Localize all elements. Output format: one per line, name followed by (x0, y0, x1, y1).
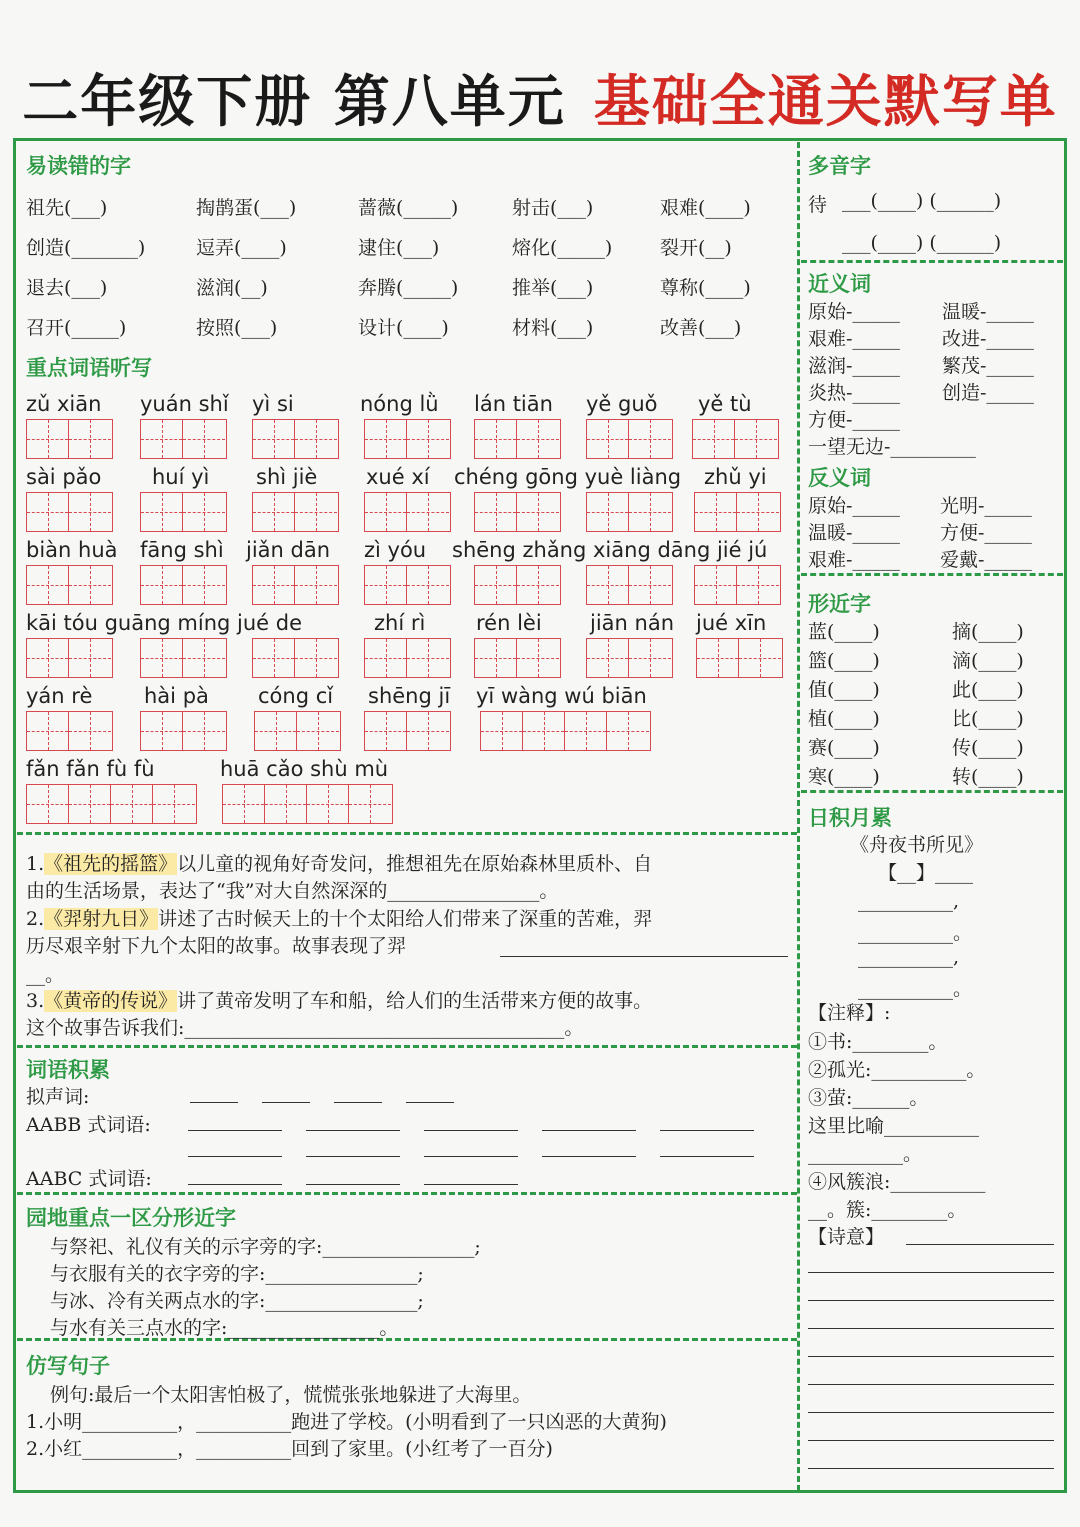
yidu-item[interactable]: 退去(___) (26, 277, 108, 299)
tianzige-cell[interactable] (517, 566, 559, 604)
tianzige-cell[interactable] (349, 785, 391, 823)
yidu-item[interactable]: 逮住(___) (358, 237, 440, 259)
duoyin-blank-1[interactable]: ___(____) (______) (842, 190, 1002, 212)
tianzige-grid[interactable] (474, 638, 561, 678)
jinyi-item[interactable]: 方便-_____ (808, 409, 900, 431)
tianzige-cell[interactable] (295, 566, 337, 604)
yidu-item[interactable]: 裂开(__) (660, 237, 732, 259)
tianzige-cell[interactable] (737, 493, 779, 531)
tianzige-cell[interactable] (365, 566, 407, 604)
xingjin-item[interactable]: 寒(____) (808, 766, 880, 788)
answer-line[interactable] (808, 1440, 1054, 1441)
tianzige-cell[interactable] (587, 493, 629, 531)
answer-line[interactable] (660, 1156, 754, 1157)
tianzige-cell[interactable] (407, 712, 449, 750)
tianzige-grid[interactable] (252, 638, 339, 678)
pinyin-label: fǎn fǎn fù fù (26, 757, 155, 781)
tianzige-grid[interactable] (694, 565, 781, 605)
answer-line[interactable] (188, 1156, 282, 1157)
tianzige-cell[interactable] (737, 566, 779, 604)
jinyi-item[interactable]: 原始-_____ (808, 301, 900, 323)
section-title-fanyi: 反义词 (808, 466, 871, 490)
pinyin-label: yě tù (698, 392, 752, 416)
tianzige-cell[interactable] (253, 420, 295, 458)
fanyi-item[interactable]: 原始-_____ (808, 495, 900, 517)
divider (801, 790, 1063, 793)
reading-item-2-end: __。 (26, 964, 65, 986)
tianzige-cell[interactable] (629, 493, 671, 531)
xingjin-item[interactable]: 赛(____) (808, 737, 880, 759)
tianzige-cell[interactable] (523, 712, 565, 750)
section-title-tingxie: 重点词语听写 (26, 356, 152, 380)
tianzige-cell[interactable] (295, 493, 337, 531)
xingjin-item[interactable]: 植(____) (808, 708, 880, 730)
answer-line[interactable] (542, 1156, 636, 1157)
yidu-item[interactable]: 推举(___) (512, 277, 594, 299)
yuandi-item: 与水有关三点水的字:________________。 (50, 1317, 399, 1339)
duoyin-char: 待 (808, 194, 828, 216)
jinyi-item[interactable]: 繁茂-_____ (942, 355, 1034, 377)
pinyin-label: yì si (252, 392, 294, 416)
poem-title: 《舟夜书所见》 (850, 834, 984, 856)
reading-item-2: 2.《羿射九日》讲述了古时候天上的十个太阳给人们带来了深重的苦难，羿 (26, 908, 653, 930)
tianzige-grid[interactable] (252, 492, 339, 532)
divider (17, 1045, 797, 1048)
tianzige-grid[interactable] (254, 711, 341, 751)
worksheet-title (0, 58, 1080, 138)
title-main: 基础全通关默写单 (593, 70, 1058, 135)
tianzige-grid[interactable] (252, 419, 339, 459)
fangxie-sentence-1: 1.小明__________，__________跑进了学校。(小明看到了一只凶恶的大黄狗) (26, 1411, 667, 1433)
tianzige-grid[interactable] (222, 784, 393, 824)
tianzige-cell[interactable] (253, 493, 295, 531)
answer-line[interactable] (188, 1130, 282, 1131)
pinyin-label: yě guǒ (586, 392, 658, 416)
tianzige-cell[interactable] (183, 420, 225, 458)
xingjin-item[interactable]: 滴(____) (952, 650, 1024, 672)
tianzige-cell[interactable] (27, 639, 69, 677)
answer-line[interactable] (808, 1328, 1054, 1329)
tianzige-cell[interactable] (587, 420, 629, 458)
answer-line[interactable] (808, 1272, 1054, 1273)
tianzige-cell[interactable] (69, 493, 111, 531)
section-title-rijilei: 日积月累 (808, 806, 892, 830)
answer-line[interactable] (306, 1184, 400, 1185)
poem-line[interactable]: __________。 (858, 978, 973, 1000)
yidu-item[interactable]: 按照(___) (196, 317, 278, 339)
poem-note[interactable]: ②孤光:__________。 (808, 1059, 986, 1081)
tianzige-grid[interactable] (364, 492, 451, 532)
tianzige-cell[interactable] (69, 639, 111, 677)
tianzige-cell[interactable] (27, 785, 69, 823)
tianzige-cell[interactable] (69, 566, 111, 604)
fangxie-sentence-2: 2.小红__________，__________回到了家里。(小红考了一百分) (26, 1438, 553, 1460)
poem-author[interactable]: 【__】____ (878, 862, 974, 884)
yidu-item[interactable]: 滋润(__) (196, 277, 268, 299)
divider (17, 832, 797, 835)
tianzige-cell[interactable] (111, 785, 153, 823)
poem-line[interactable]: __________, (858, 890, 960, 912)
answer-line[interactable] (424, 1184, 518, 1185)
tianzige-cell[interactable] (183, 566, 225, 604)
pinyin-label: nóng lǜ (360, 392, 439, 416)
pinyin-label: shēng zhǎng xiāng dāng jié jú (452, 538, 768, 562)
tianzige-cell[interactable] (629, 639, 671, 677)
tianzige-cell[interactable] (697, 639, 739, 677)
divider (801, 573, 1063, 576)
tianzige-cell[interactable] (587, 639, 629, 677)
answer-line[interactable] (188, 1184, 282, 1185)
tianzige-grid[interactable] (26, 419, 113, 459)
yidu-item[interactable]: 创造(_______) (26, 237, 146, 259)
yidu-item[interactable]: 尊称(____) (660, 277, 751, 299)
nisheng-label: 拟声词: (26, 1086, 90, 1108)
tianzige-cell[interactable] (693, 420, 735, 458)
reading-item-3-cont: 这个故事告诉我们:________________________________________。 (26, 1017, 584, 1039)
section-title-ciyu: 词语积累 (26, 1058, 110, 1082)
pinyin-label: kāi tóu guāng míng jué de (26, 611, 303, 635)
tianzige-grid[interactable] (586, 565, 673, 605)
answer-line[interactable] (808, 1412, 1054, 1413)
tianzige-grid[interactable] (26, 784, 197, 824)
poem-shiyi-label: 【诗意】 (808, 1226, 885, 1248)
poem-note[interactable]: ③萤:______。 (808, 1087, 929, 1109)
pinyin-label: sài pǎo (26, 465, 102, 489)
section-title-xingjin: 形近字 (808, 592, 871, 616)
poem-note[interactable]: 这里比喻__________ (808, 1115, 980, 1137)
yidu-item[interactable]: 奔腾(_____) (358, 277, 459, 299)
jinyi-item[interactable]: 滋润-_____ (808, 355, 900, 377)
tianzige-cell[interactable] (141, 420, 183, 458)
section-title-duoyin: 多音字 (808, 154, 871, 178)
fanyi-item[interactable]: 温暖-_____ (808, 522, 900, 544)
xingjin-item[interactable]: 值(____) (808, 679, 880, 701)
tianzige-cell[interactable] (629, 566, 671, 604)
reading-item-2-cont: 历尽艰辛射下九个太阳的故事。故事表现了羿 (26, 935, 407, 957)
answer-line[interactable] (306, 1130, 400, 1131)
tianzige-grid[interactable] (140, 638, 227, 678)
poem-line[interactable]: __________。 (858, 922, 973, 944)
section-title-yidu: 易读错的字 (26, 154, 131, 178)
tianzige-cell[interactable] (365, 420, 407, 458)
answer-line[interactable] (808, 1468, 1054, 1469)
jinyi-item[interactable]: 炎热-_____ (808, 382, 900, 404)
pinyin-label: hài pà (144, 684, 209, 708)
xingjin-item[interactable]: 此(____) (952, 679, 1024, 701)
poem-note[interactable]: __。簇:________。 (808, 1199, 967, 1221)
fanyi-item[interactable]: 方便-_____ (940, 522, 1032, 544)
tianzige-cell[interactable] (69, 712, 111, 750)
tianzige-cell[interactable] (295, 639, 337, 677)
answer-line[interactable] (808, 1300, 1054, 1301)
tianzige-cell[interactable] (475, 566, 517, 604)
yidu-item[interactable]: 祖先(___) (26, 197, 108, 219)
tianzige-cell[interactable] (629, 420, 671, 458)
aabc-label: AABC 式词语: (26, 1168, 152, 1190)
tianzige-cell[interactable] (265, 785, 307, 823)
tianzige-grid[interactable] (364, 711, 451, 751)
yuandi-item: 与冰、冷有关两点水的字:________________; (50, 1290, 424, 1312)
answer-line[interactable] (190, 1102, 238, 1103)
yidu-item[interactable]: 设计(____) (358, 317, 449, 339)
tianzige-grid[interactable] (586, 492, 673, 532)
tianzige-cell[interactable] (587, 566, 629, 604)
tianzige-cell[interactable] (141, 493, 183, 531)
tianzige-cell[interactable] (69, 420, 111, 458)
xingjin-item[interactable]: 摘(____) (952, 621, 1024, 643)
tianzige-cell[interactable] (407, 566, 449, 604)
tianzige-cell[interactable] (223, 785, 265, 823)
tianzige-cell[interactable] (695, 493, 737, 531)
tianzige-cell[interactable] (695, 566, 737, 604)
xingjin-item[interactable]: 转(____) (952, 766, 1024, 788)
tianzige-grid[interactable] (586, 419, 673, 459)
yuandi-item: 与祭祀、礼仪有关的示字旁的字:________________; (50, 1236, 481, 1258)
pinyin-label: shēng jī (368, 684, 451, 708)
pinyin-label: yī wàng wú biān (476, 684, 647, 708)
answer-line[interactable] (808, 1384, 1054, 1385)
pinyin-label: huí yì (152, 465, 210, 489)
fanyi-item[interactable]: 艰难-_____ (808, 549, 900, 571)
tianzige-cell[interactable] (739, 639, 781, 677)
xingjin-item[interactable]: 蓝(____) (808, 621, 880, 643)
pinyin-label: zì yóu (364, 538, 427, 562)
tianzige-cell[interactable] (255, 712, 297, 750)
yuandi-item: 与衣服有关的衣字旁的字:________________; (50, 1263, 424, 1285)
yidu-item[interactable]: 掏鹊蛋(___) (196, 197, 297, 219)
tianzige-cell[interactable] (475, 493, 517, 531)
reading-item-1: 1.《祖先的摇篮》以儿童的视角好奇发问，推想祖先在原始森林里质朴、自 (26, 853, 653, 875)
tianzige-grid[interactable] (364, 419, 451, 459)
answer-line[interactable] (660, 1130, 754, 1131)
yidu-item[interactable]: 蔷薇(_____) (358, 197, 459, 219)
yidu-item[interactable]: 逗弄(____) (196, 237, 287, 259)
tianzige-cell[interactable] (517, 420, 559, 458)
tianzige-cell[interactable] (69, 785, 111, 823)
tianzige-cell[interactable] (407, 493, 449, 531)
column-divider (797, 142, 800, 1491)
tianzige-grid[interactable] (474, 419, 561, 459)
tianzige-cell[interactable] (141, 639, 183, 677)
pinyin-label: shì jiè (256, 465, 318, 489)
pinyin-label: yuán shǐ (140, 392, 229, 416)
jinyi-item[interactable]: 创造-_____ (942, 382, 1034, 404)
tianzige-cell[interactable] (475, 639, 517, 677)
tianzige-cell[interactable] (253, 566, 295, 604)
section-title-jinyi: 近义词 (808, 272, 871, 296)
tianzige-cell[interactable] (253, 639, 295, 677)
duoyin-blank-2[interactable]: ___(____) (______) (842, 232, 1002, 254)
pinyin-label: chéng gōng yuè liàng (454, 465, 682, 489)
pinyin-label: yán rè (26, 684, 93, 708)
tianzige-grid[interactable] (26, 638, 113, 678)
tianzige-grid[interactable] (474, 565, 561, 605)
pinyin-label: jué xīn (696, 611, 767, 635)
tianzige-cell[interactable] (365, 639, 407, 677)
tianzige-grid[interactable] (140, 419, 227, 459)
tianzige-grid[interactable] (586, 638, 673, 678)
tianzige-cell[interactable] (735, 420, 777, 458)
tianzige-grid[interactable] (694, 492, 781, 532)
tianzige-cell[interactable] (565, 712, 607, 750)
pinyin-label: cóng cǐ (258, 684, 334, 708)
tianzige-grid[interactable] (140, 711, 227, 751)
tianzige-grid[interactable] (26, 492, 113, 532)
tianzige-cell[interactable] (27, 420, 69, 458)
tianzige-cell[interactable] (297, 712, 339, 750)
answer-line[interactable] (500, 956, 788, 957)
divider (801, 260, 1063, 263)
tianzige-cell[interactable] (475, 420, 517, 458)
section-title-fangxie: 仿写句子 (26, 1354, 110, 1378)
pinyin-label: huā cǎo shù mù (220, 757, 389, 781)
tianzige-grid[interactable] (26, 711, 113, 751)
fanyi-item[interactable]: 爱戴-_____ (940, 549, 1032, 571)
fangxie-example: 例句:最后一个太阳害怕极了，慌慌张张地躲进了大海里。 (50, 1384, 532, 1406)
tianzige-cell[interactable] (141, 712, 183, 750)
tianzige-cell[interactable] (295, 420, 337, 458)
tianzige-cell[interactable] (307, 785, 349, 823)
tianzige-grid[interactable] (692, 419, 779, 459)
pinyin-label: jiǎn dān (246, 538, 331, 562)
poem-note[interactable]: __________。 (808, 1143, 923, 1165)
xingjin-item[interactable]: 比(____) (952, 708, 1024, 730)
jinyi-item[interactable]: 温暖-_____ (942, 301, 1034, 323)
divider (17, 1192, 797, 1195)
tianzige-grid[interactable] (26, 565, 113, 605)
tianzige-cell[interactable] (407, 639, 449, 677)
tianzige-grid[interactable] (364, 638, 451, 678)
tianzige-cell[interactable] (517, 639, 559, 677)
yidu-item[interactable]: 材料(___) (512, 317, 594, 339)
tianzige-grid[interactable] (364, 565, 451, 605)
yidu-item[interactable]: 艰难(____) (660, 197, 751, 219)
reading-item-3: 3.《黄帝的传说》讲了黄帝发明了车和船，给人们的生活带来方便的故事。 (26, 990, 653, 1012)
tianzige-cell[interactable] (407, 420, 449, 458)
fanyi-item[interactable]: 光明-_____ (940, 495, 1032, 517)
answer-line[interactable] (406, 1102, 454, 1103)
xingjin-item[interactable]: 篮(____) (808, 650, 880, 672)
poem-note-label: 【注释】: (808, 1002, 891, 1024)
answer-line[interactable] (424, 1130, 518, 1131)
tianzige-cell[interactable] (517, 493, 559, 531)
yidu-item[interactable]: 召开(_____) (26, 317, 127, 339)
tianzige-grid[interactable] (474, 492, 561, 532)
reading-item-1-cont: 由的生活场景，表达了“我”对大自然深深的________________。 (26, 880, 559, 902)
tianzige-grid[interactable] (140, 565, 227, 605)
pinyin-label: zǔ xiān (26, 392, 102, 416)
answer-line[interactable] (262, 1102, 310, 1103)
poem-line[interactable]: __________, (858, 946, 960, 968)
pinyin-label: biàn huà (26, 538, 118, 562)
answer-line[interactable] (542, 1130, 636, 1131)
tianzige-cell[interactable] (481, 712, 523, 750)
answer-line[interactable] (424, 1156, 518, 1157)
answer-line[interactable] (334, 1102, 382, 1103)
answer-line[interactable] (808, 1356, 1054, 1357)
tianzige-cell[interactable] (153, 785, 195, 823)
tianzige-cell[interactable] (27, 566, 69, 604)
section-title-yuandi: 园地重点一区分形近字 (26, 1206, 236, 1230)
tianzige-cell[interactable] (27, 493, 69, 531)
pinyin-label: lán tiān (474, 392, 553, 416)
tianzige-cell[interactable] (183, 493, 225, 531)
tianzige-cell[interactable] (365, 712, 407, 750)
tianzige-grid[interactable] (140, 492, 227, 532)
tianzige-cell[interactable] (183, 712, 225, 750)
title-unit: 二年级下册 第八单元 (22, 70, 566, 135)
xingjin-item[interactable]: 传(____) (952, 737, 1024, 759)
yidu-item[interactable]: 改善(___) (660, 317, 742, 339)
aabb-label: AABB 式词语: (26, 1114, 151, 1136)
jinyi-item[interactable]: 艰难-_____ (808, 328, 900, 350)
pinyin-label: fāng shì (140, 538, 224, 562)
poem-note[interactable]: ①书:________。 (808, 1031, 948, 1053)
tianzige-grid[interactable] (696, 638, 783, 678)
jinyi-item[interactable]: 改进-_____ (942, 328, 1034, 350)
tianzige-grid[interactable] (480, 711, 651, 751)
pinyin-label: jiān nán (590, 611, 675, 635)
tianzige-grid[interactable] (252, 565, 339, 605)
pinyin-label: xué xí (366, 465, 430, 489)
yidu-item[interactable]: 射击(___) (512, 197, 594, 219)
pinyin-label: rén lèi (476, 611, 542, 635)
yidu-item[interactable]: 熔化(_____) (512, 237, 613, 259)
jinyi-item[interactable]: 一望无边-_________ (808, 436, 976, 458)
pinyin-label: zhǔ yi (704, 465, 767, 489)
answer-line[interactable] (906, 1244, 1054, 1245)
tianzige-cell[interactable] (365, 493, 407, 531)
answer-line[interactable] (306, 1156, 400, 1157)
tianzige-cell[interactable] (183, 639, 225, 677)
tianzige-cell[interactable] (607, 712, 649, 750)
tianzige-cell[interactable] (27, 712, 69, 750)
tianzige-cell[interactable] (141, 566, 183, 604)
poem-note[interactable]: ④风簇浪:__________ (808, 1171, 986, 1193)
pinyin-label: zhí rì (374, 611, 426, 635)
